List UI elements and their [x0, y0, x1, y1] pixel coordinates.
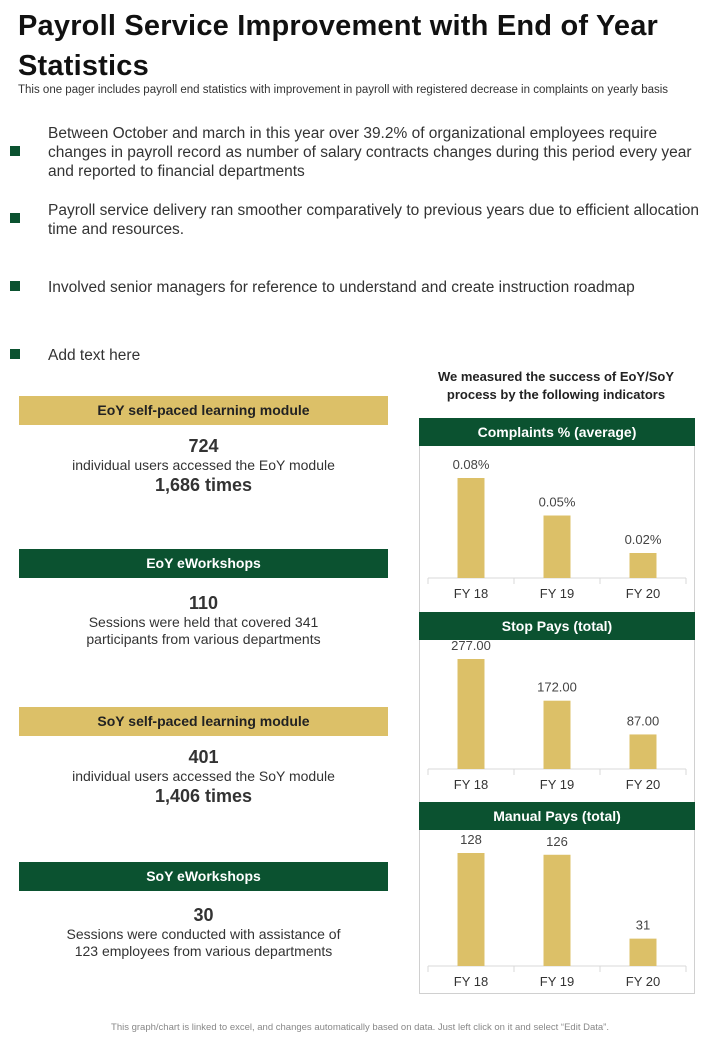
square-bullet-icon — [10, 349, 20, 359]
bullet-text: Payroll service delivery ran smoother comparatively to previous years due to efficient allocation time and resources. — [48, 202, 700, 238]
square-bullet-icon — [10, 281, 20, 291]
square-bullet-icon — [10, 213, 20, 223]
data-label: 172.00 — [537, 679, 577, 695]
eoy-eworkshops-stats — [19, 592, 388, 648]
soy-learning-module-banner: SoY self-paced learning module — [19, 707, 388, 736]
chart-bar — [544, 516, 571, 579]
complaints-bar-chart — [419, 446, 695, 606]
data-label: 128 — [460, 832, 482, 847]
stat-text: individual users accessed the SoY module — [72, 768, 335, 784]
stat-text: Sessions were held that covered 341 — [88, 614, 319, 630]
data-label: 31 — [635, 917, 651, 933]
x-tick-label: FY 20 — [625, 974, 661, 989]
chart-bar — [458, 853, 485, 966]
data-label: 0.02% — [624, 532, 662, 547]
chart-bar — [458, 659, 485, 769]
soy-eworkshops-banner: SoY eWorkshops — [19, 862, 388, 891]
chart-bar — [458, 478, 485, 578]
chart-bar — [544, 701, 571, 769]
data-label: 0.05% — [538, 494, 576, 510]
stat-times: 1,686 times — [154, 475, 253, 495]
data-label: 87.00 — [626, 713, 660, 729]
bullet-text: Involved senior managers for reference to understand and create instruction roadmap — [48, 279, 635, 296]
data-label: 277.00 — [451, 640, 491, 653]
x-tick-label: FY 19 — [539, 974, 575, 989]
stat-times: 1,406 times — [154, 786, 253, 806]
chart-bar — [630, 734, 657, 769]
stat-text: Sessions were conducted with assistance of — [66, 926, 341, 942]
soy-learning-module-stats — [19, 746, 388, 807]
eoy-learning-module-stats — [19, 435, 388, 496]
eoy-eworkshops-banner: EoY eWorkshops — [19, 549, 388, 578]
x-tick-label: FY 20 — [625, 586, 661, 601]
eoy-learning-module-banner: EoY self-paced learning module — [19, 396, 388, 425]
manual-pays-bar-chart — [419, 830, 695, 992]
manual-pays-chart-title: Manual Pays (total) — [419, 802, 695, 830]
x-tick-label: FY 19 — [539, 777, 575, 792]
page-title: Payroll Service Improvement with End of Year Statistics — [18, 10, 659, 82]
chart-bar — [630, 939, 657, 966]
soy-eworkshops-stats — [19, 904, 388, 960]
x-tick-label: FY 18 — [453, 586, 489, 601]
data-label: 0.08% — [452, 457, 490, 472]
footer-note: This graph/chart is linked to excel, and changes automatically based on data. Just left click on it and select “Edit Data”. — [111, 1022, 609, 1033]
stat-number: 724 — [188, 436, 219, 456]
bullet-text: Between October and march in this year over 39.2% of organizational employees require changes in payroll record as number of salary contracts changes during this period every year and reported to financial departments — [48, 125, 692, 180]
data-label: 126 — [546, 833, 568, 849]
stat-number: 110 — [188, 593, 219, 613]
stat-number: 30 — [193, 905, 214, 925]
complaints-chart-title: Complaints % (average) — [419, 418, 695, 446]
stat-text: 123 employees from various departments — [74, 943, 333, 959]
stat-number: 401 — [188, 747, 219, 767]
stat-text: participants from various departments — [86, 631, 321, 647]
chart-bar — [630, 553, 657, 578]
indicators-heading: We measured the success of EoY/SoY process by the following indicators — [437, 369, 674, 402]
x-tick-label: FY 18 — [453, 777, 489, 792]
x-tick-label: FY 19 — [539, 586, 575, 601]
stop-pays-chart-title: Stop Pays (total) — [419, 612, 695, 640]
chart-bar — [544, 855, 571, 966]
x-tick-label: FY 18 — [453, 974, 489, 989]
page-subtitle: This one pager includes payroll end statistics with improvement in payroll with registered decrease in complaints on yearly basis — [18, 84, 669, 96]
stop-pays-bar-chart — [419, 640, 695, 798]
bullet-text: Add text here — [48, 347, 141, 364]
stat-text: individual users accessed the EoY module — [72, 457, 335, 473]
x-tick-label: FY 20 — [625, 777, 661, 792]
square-bullet-icon — [10, 146, 20, 156]
